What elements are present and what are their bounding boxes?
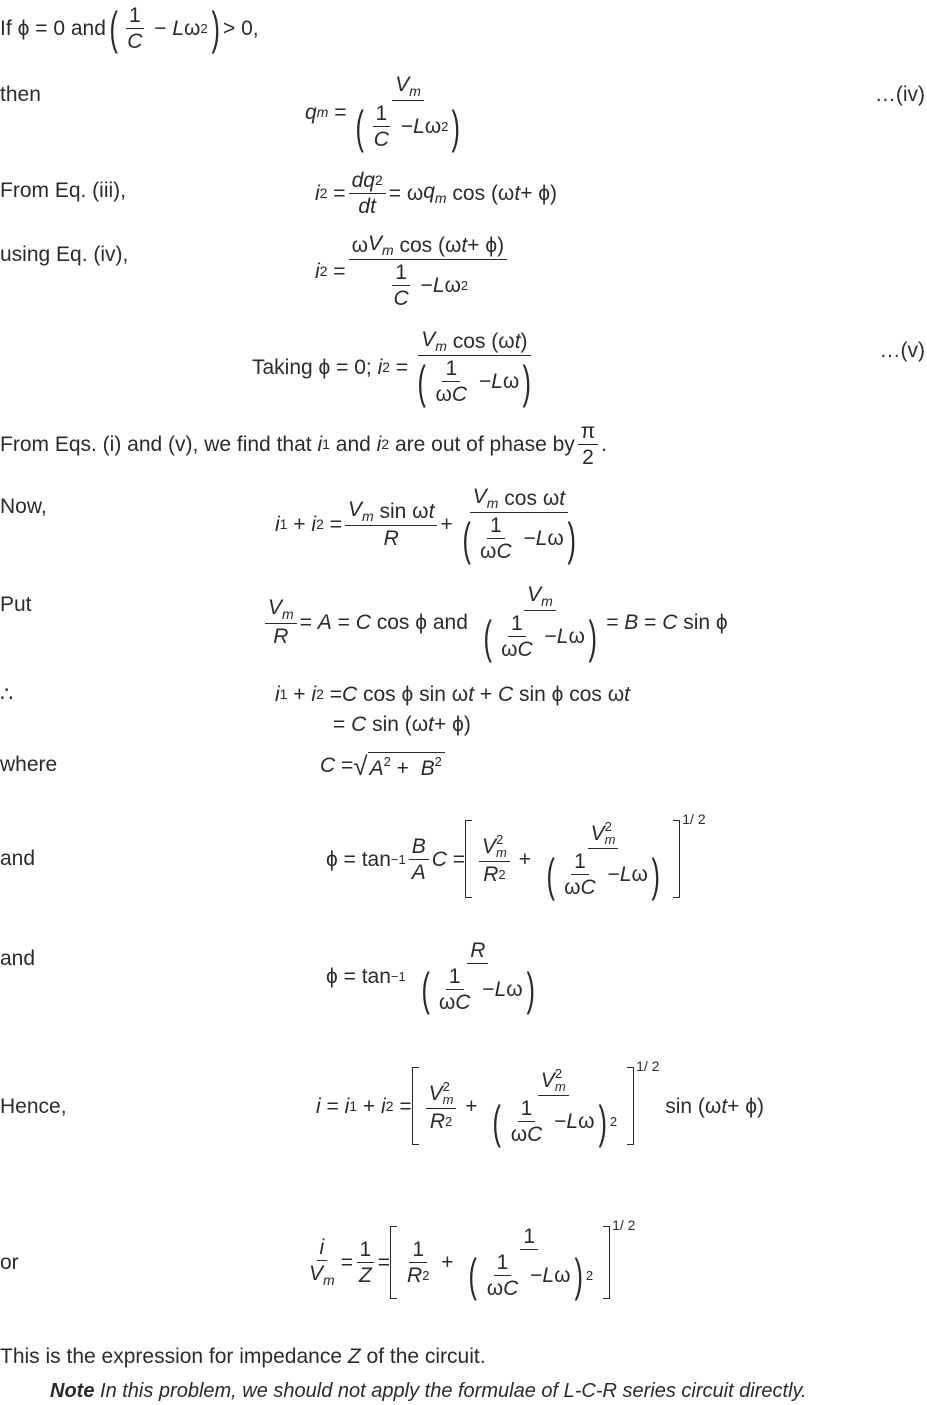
put-label: Put <box>0 593 32 616</box>
note <box>50 1380 807 1403</box>
greater-than-zero: > 0, <box>223 16 259 40</box>
where-label: where <box>0 753 58 776</box>
tag-v: …(v) <box>879 339 925 362</box>
equation-iv: q m = $V_m$ ( $\frac{1}{C}$ − L ω 2 ) <box>305 73 461 153</box>
hence-label: Hence, <box>0 1095 67 1118</box>
line-where <box>0 744 927 786</box>
equation-magnitude: C = √ $A^2 + B^2$ <box>320 744 445 786</box>
or-label: or <box>0 1251 19 1274</box>
line-or-impedance <box>0 1190 927 1334</box>
line-and-phi <box>0 930 927 1022</box>
conclusion-text: This is the expression for impedance Z of the circuit. <box>0 1345 486 1368</box>
equation-i2-derivative: i 2 = dq 2 dt = ω $q_m$ cos (ω t + ϕ) <box>315 168 558 218</box>
phase-text-a: From Eqs. (i) and (v), we find that <box>0 432 312 456</box>
now-label: Now, <box>0 495 47 518</box>
line-from-eq-iii <box>0 164 927 222</box>
line-conclusion <box>0 1346 927 1370</box>
phase-statement: From Eqs. (i) and (v), we find that i 1 and i 2 are out of phase by $\frac{\pi}{2}$ . <box>0 419 608 469</box>
line-eq-iv <box>0 66 927 158</box>
conclusion-b: of the circuit. <box>366 1345 486 1368</box>
note-text: In this problem, we should not apply the formulae of L-C-R series circuit directly. <box>94 1380 807 1402</box>
taking-phi-zero: Taking ϕ = 0; <box>252 355 372 379</box>
and-word: and <box>432 610 468 634</box>
equation-v: Taking ϕ = 0; i 2 = $V_m$ cos (ω t ) ( 1 ω C − L ω ) <box>252 328 532 408</box>
line-eq-v <box>0 322 927 412</box>
phase-text-b: are out of phase by <box>394 432 575 456</box>
equation-phi: ϕ = tan −1 R ( 1 ω C − L ω ) <box>326 938 535 1015</box>
if-label: If <box>0 16 12 40</box>
equation-sum-currents: i 1 + i 2 = $V_m$ sin ω t R + $V_m$ cos ω t ( 1 ω C − L ω ) <box>275 485 576 565</box>
using-eq-iv-label: using Eq. (iv), <box>0 243 129 266</box>
equation-i2-expanded: i 2 = ω $V_m$ cos (ω t + ϕ) $\frac{1}{C}$ − L ω 2 <box>315 228 510 314</box>
phi-zero-and: ϕ = 0 and <box>17 16 106 40</box>
line-put <box>0 576 927 668</box>
sqrt-symbol: √ $A^2 + B^2$ <box>353 752 445 779</box>
line-condition <box>0 0 927 56</box>
bracket-group-2: V 2 m R 2 + V 2 m ( 1 ω C − L ω ) 2 1/ 2 <box>412 1067 660 1145</box>
equation-substitution: $\frac{V_m}{R}$ = A = C cos ϕ and $V_m$ ( 1 ω C − L ω ) = B = C sin ϕ <box>262 576 728 668</box>
line-using-eq-iv <box>0 228 927 314</box>
line-therefore <box>0 680 927 740</box>
bracket-group: V 2 m R 2 + V 2 m ( 1 ω C − L ω ) 1/ 2 <box>465 820 706 898</box>
bracket-group-3: 1 R 2 + 1 ( 1 ω C − L ω ) 2 1/ 2 <box>390 1226 635 1299</box>
equation-combined-result: = C sin (ω t + ϕ) <box>333 712 471 736</box>
note-title: Note <box>50 1380 95 1402</box>
tag-iv: …(iv) <box>874 83 925 106</box>
equation-total-current: i = i 1 + i 2 = V 2 m R 2 + V 2 m ( 1 ω C − L ω ) 2 1/ 2 sin (ω t + ϕ) <box>316 1058 765 1148</box>
therefore-label: ∴ <box>0 683 14 706</box>
line-now-sum <box>0 478 927 570</box>
equation-impedance: $\frac{i}{V_m}$ = $\frac{1}{Z}$ = 1 R 2 + 1 ( 1 ω C − L ω ) 2 1/ 2 <box>309 1216 636 1301</box>
equation-c-expanded: ϕ = tan −1 $\frac{B}{A}$ C = V 2 m R 2 + V 2 m ( 1 ω C − L ω ) 1/ 2 <box>326 811 706 901</box>
phase-text-and: and <box>335 432 371 456</box>
then-label: then <box>0 83 41 106</box>
equation-combined: i 1 + i 2 = C cos ϕ sin ω t + C sin ϕ cos ω t <box>275 682 631 706</box>
line-hence <box>0 1036 927 1176</box>
condition-expression <box>0 0 259 56</box>
conclusion-a: This is the expression for impedance <box>0 1345 342 1368</box>
line-and-c <box>0 796 927 922</box>
paren-group: ( $\frac{1}{C}$ − L ω 2 ) <box>109 2 220 54</box>
line-phase-statement <box>0 416 927 472</box>
and-label-2: and <box>0 947 36 970</box>
from-eq-iii-label: From Eq. (iii), <box>0 179 126 202</box>
and-label-1: and <box>0 847 36 870</box>
